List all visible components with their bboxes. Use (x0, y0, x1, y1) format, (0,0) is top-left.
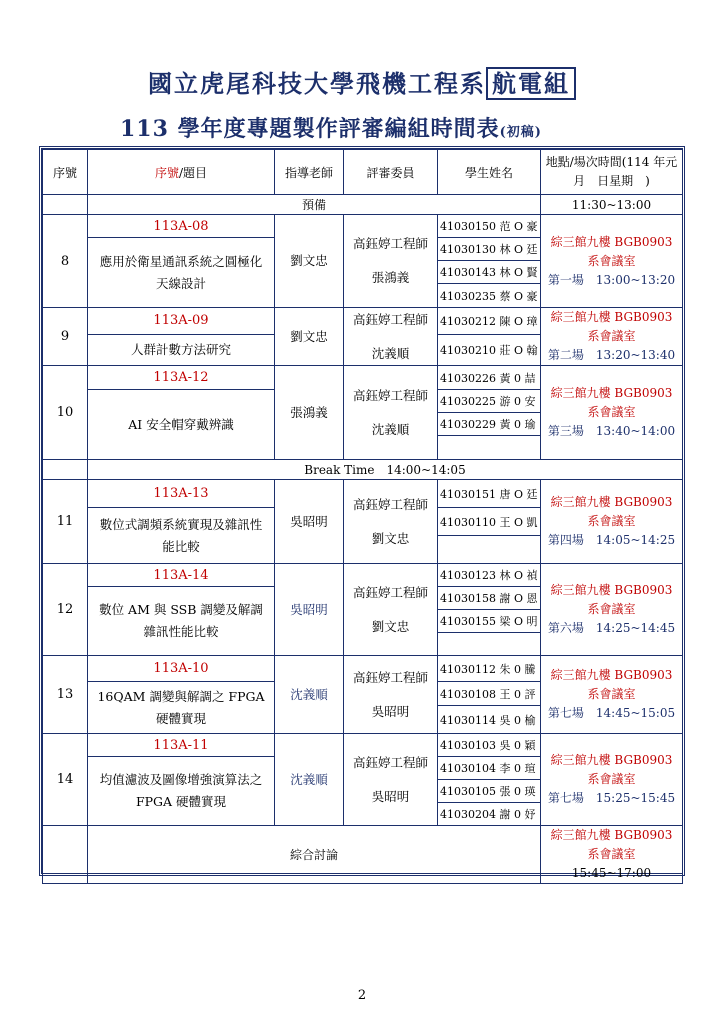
student-name: 41030112 朱 0 騰 (438, 656, 541, 682)
advisor-name: 劉文忠 (275, 308, 344, 366)
location-room: 系會議室 (587, 602, 636, 616)
location-session (541, 734, 683, 826)
judges-cell (344, 734, 438, 826)
group-seq: 13 (43, 656, 88, 734)
student-name: 41030105 張 0 瑛 (438, 780, 541, 803)
project-topic: 16QAM 調變與解調之 FPGA 硬體實現 (88, 682, 275, 734)
group-row (43, 480, 683, 508)
project-code: 113A-12 (88, 366, 275, 390)
advisor-name: 吳昭明 (275, 480, 344, 564)
judges-cell (344, 564, 438, 656)
judge-2: 吳昭明 (371, 703, 410, 719)
header-seq: 序號 (43, 150, 88, 195)
header-seq-topic (88, 150, 275, 195)
student-name: 41030204 謝 0 妤 (438, 803, 541, 826)
location-room: 系會議室 (587, 329, 636, 343)
location-session (541, 366, 683, 460)
break-row (43, 460, 683, 480)
header-seq-topic-a: 序號 (154, 165, 179, 180)
group-name-boxed: 航電組 (486, 67, 576, 100)
student-name: 41030123 林 O 禎 (438, 564, 541, 587)
group-row (43, 734, 683, 757)
session-time: 第四場 14:05~14:25 (547, 533, 676, 547)
advisor-name: 張鴻義 (275, 366, 344, 460)
header-location-time: 地點/場次時間(114 年元月 日星期 ) (541, 150, 683, 195)
student-name: 41030108 王 0 評 (438, 682, 541, 706)
schedule-title: 113 學年度專題製作評審編組時間表 (120, 116, 500, 142)
advisor-name: 劉文忠 (275, 215, 344, 308)
location-room: 系會議室 (587, 687, 636, 701)
student-name: 41030103 吳 0 穎 (438, 734, 541, 757)
header-advisor: 指導老師 (275, 150, 344, 195)
advisor-name: 沈義順 (275, 734, 344, 826)
student-name: 41030225 游 0 安 (438, 390, 541, 413)
student-name (438, 633, 541, 656)
judge-1: 高鈺婷工程師 (352, 236, 428, 251)
location-session (541, 656, 683, 734)
student-name: 41030151 唐 O 廷 (438, 480, 541, 508)
project-topic: 應用於衛星通訊系統之圓極化天線設計 (88, 238, 275, 308)
project-topic: AI 安全帽穿戴辨識 (88, 390, 275, 460)
student-name: 41030210 莊 O 翰 (438, 334, 541, 365)
project-topic: 人群計數方法研究 (88, 334, 275, 365)
location-session (541, 480, 683, 564)
judge-1: 高鈺婷工程師 (352, 311, 428, 327)
judge-2: 劉文忠 (371, 618, 410, 634)
location-building: 綜三館九樓 BGB0903 (550, 495, 673, 509)
judge-2: 張鴻義 (371, 270, 410, 285)
project-code: 113A-08 (88, 215, 275, 238)
discussion-label: 綜合討論 (88, 826, 541, 884)
judge-2: 劉文忠 (371, 530, 410, 546)
judge-1: 高鈺婷工程師 (352, 584, 428, 600)
student-name: 41030143 林 O 賢 (438, 261, 541, 284)
judge-1: 高鈺婷工程師 (352, 754, 428, 770)
project-code: 113A-09 (88, 308, 275, 335)
student-name: 41030212 陳 O 璋 (438, 308, 541, 335)
project-topic: 均值濾波及圖像增強演算法之 FPGA 硬體實現 (88, 757, 275, 826)
judges-cell (344, 656, 438, 734)
location-building: 綜三館九樓 BGB0903 (550, 310, 673, 324)
document-title-line1 (0, 64, 724, 99)
judge-1: 高鈺婷工程師 (352, 496, 428, 512)
student-name: 41030104 李 0 瑄 (438, 757, 541, 780)
project-code: 113A-10 (88, 656, 275, 682)
student-name: 41030158 謝 O 恩 (438, 587, 541, 610)
location-building: 綜三館九樓 BGB0903 (550, 753, 673, 767)
discussion-building: 綜三館九樓 BGB0903 (550, 828, 673, 842)
student-name: 41030226 黃 0 喆 (438, 366, 541, 390)
header-seq-topic-b: /題目 (178, 165, 208, 180)
group-seq: 14 (43, 734, 88, 826)
prep-row (43, 195, 683, 215)
group-row (43, 215, 683, 238)
judges-cell (344, 366, 438, 460)
page-number: 2 (357, 988, 367, 1003)
project-code: 113A-11 (88, 734, 275, 757)
location-room: 系會議室 (587, 405, 636, 419)
judge-1: 高鈺婷工程師 (352, 387, 428, 403)
group-seq: 8 (43, 215, 88, 308)
judges-cell (344, 308, 438, 366)
header-judges: 評審委員 (344, 150, 438, 195)
discussion-location (541, 826, 683, 884)
discussion-row (43, 826, 683, 884)
location-room: 系會議室 (587, 253, 636, 268)
break-label: Break Time 14:00~14:05 (88, 460, 683, 480)
group-seq: 12 (43, 564, 88, 656)
project-topic: 數位式調頻系統實現及雜訊性能比較 (88, 508, 275, 564)
group-row (43, 656, 683, 682)
advisor-name: 沈義順 (275, 656, 344, 734)
header-row (43, 150, 683, 195)
location-room: 系會議室 (587, 772, 636, 786)
student-name: 41030110 王 O 凱 (438, 508, 541, 536)
student-name: 41030155 梁 O 明 (438, 610, 541, 633)
student-name: 41030150 范 O 豪 (438, 215, 541, 238)
session-time: 第一場 13:00~13:20 (547, 272, 676, 287)
session-time: 第三場 13:40~14:00 (547, 424, 676, 438)
student-name: 41030229 黃 0 瑜 (438, 413, 541, 436)
session-time: 第二場 13:20~13:40 (547, 348, 676, 362)
judge-1: 高鈺婷工程師 (352, 669, 428, 685)
judge-2: 沈義順 (371, 345, 410, 361)
discussion-room: 系會議室 (587, 847, 636, 861)
group-seq: 11 (43, 480, 88, 564)
document-title-line2 (120, 112, 724, 143)
draft-label: (初稿) (499, 125, 542, 140)
schedule-table (42, 149, 683, 884)
group-row (43, 366, 683, 390)
project-topic: 數位 AM 與 SSB 調變及解調雜訊性能比較 (88, 587, 275, 656)
location-session (541, 308, 683, 366)
group-row (43, 564, 683, 587)
student-name (438, 436, 541, 460)
project-code: 113A-13 (88, 480, 275, 508)
location-building: 綜三館九樓 BGB0903 (550, 583, 673, 597)
group-seq: 10 (43, 366, 88, 460)
location-session (541, 215, 683, 308)
student-name: 41030130 林 O 廷 (438, 238, 541, 261)
prep-time: 11:30~13:00 (541, 195, 683, 215)
student-name: 41030114 吳 0 榆 (438, 706, 541, 734)
prep-label: 預備 (88, 195, 541, 215)
judge-2: 吳昭明 (371, 788, 410, 804)
location-building: 綜三館九樓 BGB0903 (550, 668, 673, 682)
student-name: 41030235 蔡 O 豪 (438, 284, 541, 308)
group-row (43, 308, 683, 335)
advisor-name: 吳昭明 (275, 564, 344, 656)
header-students: 學生姓名 (438, 150, 541, 195)
session-time: 第六場 14:25~14:45 (547, 621, 676, 635)
judges-cell (344, 215, 438, 308)
judges-cell (344, 480, 438, 564)
student-name (438, 536, 541, 564)
location-building: 綜三館九樓 BGB0903 (550, 234, 673, 249)
discussion-time: 15:45~17:00 (571, 866, 652, 880)
project-code: 113A-14 (88, 564, 275, 587)
session-time: 第七場 14:45~15:05 (547, 706, 676, 720)
location-room: 系會議室 (587, 514, 636, 528)
group-seq: 9 (43, 308, 88, 366)
session-time: 第七場 15:25~15:45 (547, 791, 676, 805)
location-building: 綜三館九樓 BGB0903 (550, 386, 673, 400)
dept-title: 國立虎尾科技大學飛機工程系 (148, 69, 486, 98)
location-session (541, 564, 683, 656)
judge-2: 沈義順 (371, 421, 410, 437)
